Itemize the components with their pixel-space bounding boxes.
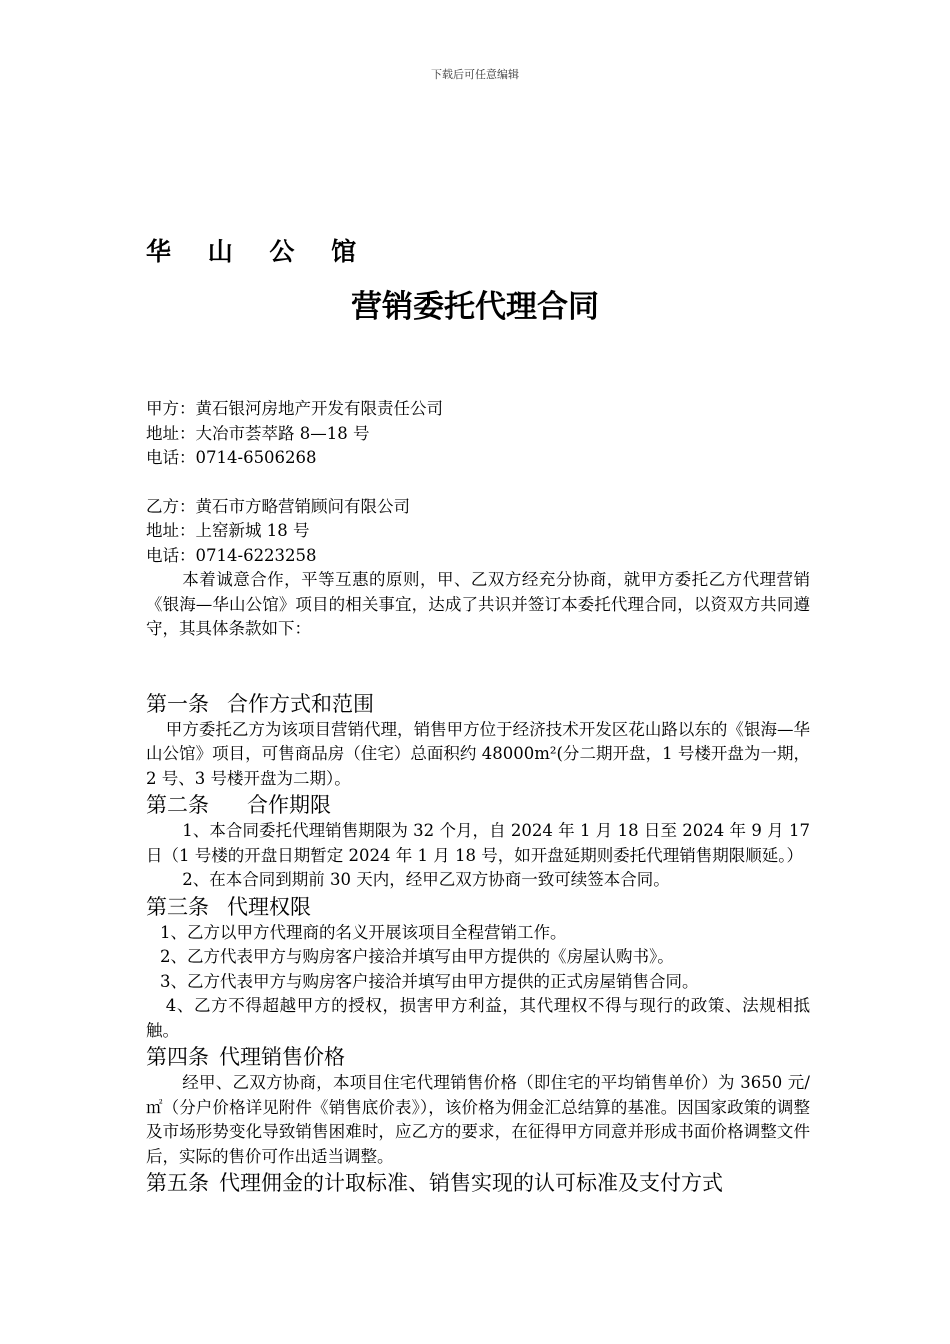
article-4-paragraph: 经甲、乙双方协商，本项目住宅代理销售价格（即住宅的平均销售单价）为 3650 元/㎡（分户价格详见附件《销售底价表》），该价格为佣金汇总结算的基准。因国家政策的调整及市场形势变化导致销售困难时，应乙方的要求，在征得甲方同意并形成书面价格调整文件后，实际的售价可作出适当调整。 — [146, 1073, 810, 1166]
article-title: 代理权限 — [227, 894, 311, 919]
party-a-address: 地址：大冶市荟萃路 8—18 号 — [146, 423, 370, 443]
article-title: 代理销售价格 — [219, 1045, 345, 1069]
spacer — [146, 642, 810, 690]
article-2-heading — [146, 791, 810, 819]
article-number: 第五条 — [146, 1171, 209, 1195]
article-4-heading — [146, 1043, 810, 1071]
article-5-heading — [146, 1169, 810, 1197]
contract-body — [146, 397, 810, 1197]
article-3-item: 2、乙方代表甲方与购房客户接洽并填写由甲方提供的《房屋认购书》。 — [160, 947, 674, 966]
article-3-item: 1、乙方以甲方代理商的名义开展该项目全程营销工作。 — [160, 922, 567, 942]
article-title: 合作期限 — [247, 793, 331, 817]
article-number: 第二条 — [146, 793, 209, 817]
project-title: 华 山 公 馆 — [146, 237, 371, 266]
header-note: 下载后可任意编辑 — [431, 68, 519, 81]
party-a-name: 甲方：黄石银河房地产开发有限责任公司 — [146, 399, 443, 418]
party-b-address: 地址：上窑新城 18 号 — [146, 521, 310, 540]
article-1-heading — [146, 690, 810, 718]
article-2-paragraph: 1、本合同委托代理销售期限为 32 个月，自 2024 年 1 月 18 日至 2024 年 9 月 17 日（1 号楼的开盘日期暂定 2024 年 1 月 18 号，如开盘延期则委托代理销售期限顺延。） — [146, 821, 810, 865]
article-1-paragraph: 甲方委托乙方为该项目营销代理，销售甲方位于经济技术开发区花山路以东的《银海—华山公馆》项目，可售商品房（住宅）总面积约 48000m²(分二期开盘，1 号楼开盘为一期，2 号、3 号楼开盘为二期）。 — [146, 719, 810, 788]
party-b-name: 乙方：黄石市方略营销顾问有限公司 — [146, 496, 410, 516]
article-number: 第三条 — [146, 894, 209, 919]
article-number: 第一条 — [146, 691, 209, 716]
article-3-heading — [146, 893, 810, 921]
spacer — [146, 471, 810, 495]
party-a-phone: 电话：0714-6506268 — [146, 448, 317, 467]
article-title: 合作方式和范围 — [227, 691, 374, 716]
preamble: 本着诚意合作，平等互惠的原则，甲、乙双方经充分协商，就甲方委托乙方代理营销《银海—华山公馆》项目的相关事宜，达成了共识并签订本委托代理合同，以资双方共同遵守，其具体条款如下： — [146, 570, 810, 638]
party-b-phone: 电话：0714-6223258 — [146, 545, 317, 565]
article-number: 第四条 — [146, 1045, 209, 1069]
article-title: 代理佣金的计取标准、销售实现的认可标准及支付方式 — [219, 1171, 723, 1195]
article-2-paragraph: 2、在本合同到期前 30 天内，经甲乙双方协商一致可续签本合同。 — [182, 870, 670, 889]
contract-title: 营销委托代理合同 — [351, 289, 599, 325]
article-3-item: 3、乙方代表甲方与购房客户接洽并填写由甲方提供的正式房屋销售合同。 — [160, 971, 699, 991]
article-3-item: 4、乙方不得超越甲方的授权，损害甲方利益，其代理权不得与现行的政策、法规相抵触。 — [146, 996, 810, 1040]
